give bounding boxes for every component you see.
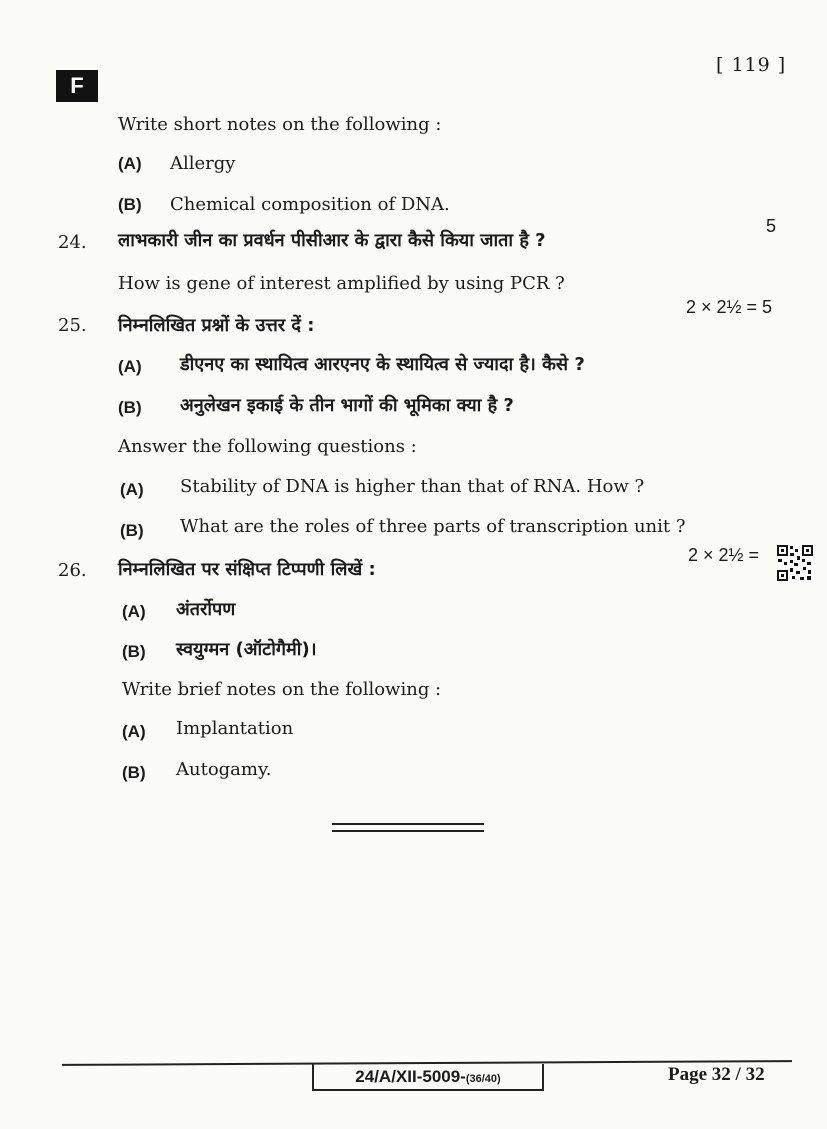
q26-hindi-b-label: (B) — [122, 642, 146, 661]
q25-b-label: (B) — [120, 521, 144, 540]
q26-hindi-b: स्वयुग्मन (ऑटोगैमी)। — [176, 639, 317, 660]
q24-number: 24. — [58, 232, 87, 253]
q25-hindi-instruction: निम्नलिखित प्रश्नों के उत्तर दें : — [118, 315, 315, 336]
q24-hindi: लाभकारी जीन का प्रवर्धन पीसीआर के द्वारा कैसे किया जाता है ? — [118, 230, 546, 251]
q23-instruction: Write short notes on the following : — [118, 114, 442, 135]
paper-code-small: (36/40) — [465, 1073, 501, 1085]
q26-instruction: Write brief notes on the following : — [122, 679, 442, 700]
q26-a-label: (A) — [122, 722, 146, 741]
q26-a-text: Implantation — [176, 718, 294, 739]
q23-a-text: Allergy — [170, 153, 236, 174]
q26-number: 26. — [58, 560, 87, 581]
q24-english: How is gene of interest amplified by using PCR ? — [118, 273, 565, 294]
q25-hindi-b: अनुलेखन इकाई के तीन भागों की भूमिका क्या है ? — [180, 395, 514, 416]
page-reference: [ 119 ] — [716, 54, 787, 76]
q25-a-text: Stability of DNA is higher than that of RNA. How ? — [180, 476, 645, 497]
section-badge: F — [56, 70, 98, 102]
q26-hindi-instruction: निम्नलिखित पर संक्षिप्त टिप्पणी लिखें : — [118, 559, 376, 580]
q26-b-label: (B) — [122, 763, 146, 782]
q26-hindi-a: अंतर्रोपण — [176, 599, 236, 620]
q25-marks: 2 × 2½ = 5 — [686, 297, 773, 317]
q26-hindi-a-label: (A) — [122, 602, 146, 621]
qr-code-icon — [776, 544, 814, 582]
page-number: Page 32 / 32 — [668, 1064, 765, 1085]
q26-b-text: Autogamy. — [176, 759, 272, 780]
q25-hindi-b-label: (B) — [118, 398, 142, 417]
q25-hindi-a-label: (A) — [118, 357, 142, 376]
paper-code — [312, 1064, 544, 1091]
q25-instruction: Answer the following questions : — [118, 436, 417, 457]
q23-a-label: (A) — [118, 154, 142, 173]
end-separator — [332, 823, 484, 832]
q24-marks: 5 — [766, 216, 777, 236]
paper-code-main: 24/A/XII-5009- — [355, 1067, 466, 1086]
q23-b-text: Chemical composition of DNA. — [170, 194, 450, 215]
q25-hindi-a: डीएनए का स्थायित्व आरएनए के स्थायित्व से ज्यादा है। कैसे ? — [180, 354, 585, 375]
q25-number: 25. — [58, 315, 87, 336]
q25-b-text: What are the roles of three parts of transcription unit ? — [180, 516, 686, 537]
q25-a-label: (A) — [120, 480, 144, 499]
q26-marks: 2 × 2½ = — [688, 545, 760, 565]
q23-b-label: (B) — [118, 195, 142, 214]
